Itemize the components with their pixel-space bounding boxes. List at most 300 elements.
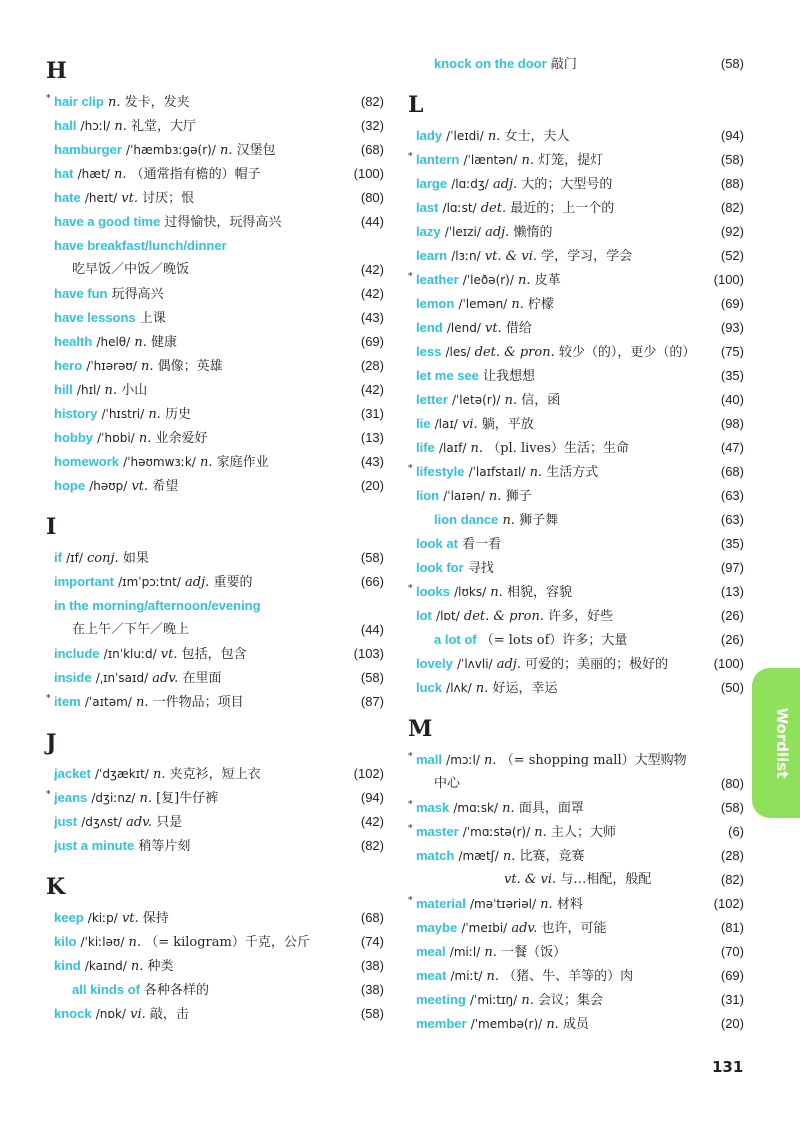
- entry-hero: [46, 354, 384, 378]
- entry-text: [54, 762, 340, 787]
- phonetic: /ˈmembə(r)/: [470, 1017, 543, 1031]
- phonetic: /ˈlaɪfstaɪl/: [468, 465, 526, 479]
- phonetic: /kiːp/: [87, 911, 118, 925]
- entry-text: [416, 556, 700, 581]
- entry-mask: [408, 796, 744, 820]
- entry-text: [416, 436, 700, 461]
- page-reference: (82): [360, 94, 384, 109]
- definition: 成员: [562, 1017, 589, 1032]
- entry-luck: [408, 676, 744, 700]
- headword: kind: [54, 958, 81, 973]
- phonetic: /ɪmˈpɔːtnt/: [118, 575, 181, 589]
- definition: 相貌，容貌: [506, 585, 572, 600]
- entry-lifestyle: [408, 460, 744, 484]
- page-reference: (92): [720, 224, 744, 239]
- part-of-speech: n.: [502, 801, 515, 816]
- part-of-speech: adj.: [496, 657, 521, 672]
- new-word-mark: *: [408, 272, 413, 282]
- entry-text: [416, 244, 700, 269]
- entry-kilo: [46, 930, 384, 954]
- headword: hope: [54, 478, 86, 493]
- entry-text: [416, 580, 700, 605]
- definition: 寻找: [467, 561, 494, 576]
- page-reference: (68): [360, 910, 384, 925]
- part-of-speech: n.: [488, 489, 502, 504]
- section-letter-h: H: [46, 58, 67, 84]
- phonetic: /nɒk/: [95, 1007, 126, 1021]
- entry-meat: [408, 964, 744, 988]
- entry-text: [416, 1012, 700, 1037]
- headword: lion dance: [434, 512, 499, 527]
- page-reference: (58): [360, 1006, 384, 1021]
- part-of-speech: n.: [114, 119, 127, 134]
- entry-text: [416, 340, 700, 365]
- entry-text: [54, 930, 340, 955]
- headword: lie: [416, 416, 431, 431]
- entry-match: [408, 844, 744, 868]
- page-reference: (68): [720, 464, 744, 479]
- entry-text: [54, 426, 340, 451]
- entry-lion: [408, 484, 744, 508]
- entry-jeans: [46, 786, 384, 810]
- entry-text: [416, 532, 700, 557]
- headword: lazy: [416, 224, 441, 239]
- part-of-speech: n.: [148, 407, 161, 422]
- page-reference: (58): [720, 56, 744, 71]
- entry-text: [416, 604, 700, 629]
- entry-hair-clip: [46, 90, 384, 114]
- entry-item: [46, 690, 384, 714]
- phonetic: /məˈtɪəriəl/: [470, 897, 537, 911]
- page-reference: (31): [360, 406, 384, 421]
- page-reference: (66): [360, 574, 384, 589]
- headword: looks: [416, 584, 450, 599]
- entry-text: [54, 474, 340, 499]
- phonetic: /ˈleɪzi/: [444, 225, 481, 239]
- definition: 学，学习，学会: [541, 249, 633, 264]
- part-of-speech: n.: [138, 431, 152, 446]
- headword: keep: [54, 910, 84, 925]
- entry-health: [46, 330, 384, 354]
- definition: （= lots of）许多；大量: [480, 633, 628, 648]
- definition: 与…相配，般配: [560, 872, 652, 887]
- phonetic: /lend/: [446, 321, 481, 335]
- headword: hat: [54, 166, 74, 181]
- entry-include: [46, 642, 384, 666]
- headword: knock: [54, 1006, 92, 1021]
- page-reference: (42): [360, 814, 384, 829]
- definition: 业余爱好: [155, 431, 208, 446]
- definition: 只是: [156, 815, 183, 830]
- entry-master: [408, 820, 744, 844]
- entry-history: [46, 402, 384, 426]
- page-reference: (58): [360, 550, 384, 565]
- page-reference: (50): [720, 680, 744, 695]
- part-of-speech: n.: [470, 441, 484, 456]
- phonetic: /mɔːl/: [446, 753, 480, 767]
- page-reference: (94): [360, 790, 384, 805]
- part-of-speech: n.: [504, 393, 518, 408]
- definition: 躺，平放: [481, 417, 534, 432]
- entry-lemon: [408, 292, 744, 316]
- section-letter-m: M: [408, 716, 433, 742]
- entry-text: [416, 124, 700, 149]
- definition: 生活方式: [546, 465, 599, 480]
- entry-hate: [46, 186, 384, 210]
- entry-text: [416, 652, 700, 677]
- page-number: 131: [712, 1058, 744, 1076]
- part-of-speech: vt.: [160, 647, 178, 662]
- entry-entry: [408, 772, 744, 796]
- part-of-speech: n.: [199, 455, 213, 470]
- entry-a-lot-of: [408, 628, 744, 652]
- entry-letter: [408, 388, 744, 412]
- entry-have-a-good-time: [46, 210, 384, 234]
- entry-text: [416, 292, 700, 317]
- page-reference: (47): [720, 440, 744, 455]
- headword: in the morning/afternoon/evening: [54, 598, 261, 613]
- definition: 柠檬: [528, 297, 555, 312]
- headword: master: [416, 824, 459, 839]
- entry-last: [408, 196, 744, 220]
- entry-have-fun: [46, 282, 384, 306]
- entry-text: [416, 676, 700, 701]
- definition: （= shopping mall）大型购物: [500, 753, 687, 768]
- page-reference: (69): [360, 334, 384, 349]
- definition: 保持: [142, 911, 169, 926]
- definition: 健康: [150, 335, 177, 350]
- entry-lie: [408, 412, 744, 436]
- part-of-speech: vt.: [121, 911, 139, 926]
- page-reference: (38): [360, 958, 384, 973]
- page-reference: (44): [360, 622, 384, 637]
- phonetic: /mætʃ/: [458, 849, 499, 863]
- definition: 小山: [121, 383, 148, 398]
- definition: 比赛，竞赛: [519, 849, 585, 864]
- page-reference: (38): [360, 982, 384, 997]
- headword: less: [416, 344, 442, 359]
- entry-homework: [46, 450, 384, 474]
- entry-have-lessons: [46, 306, 384, 330]
- phonetic: /ˈhəʊmwɜːk/: [123, 455, 196, 469]
- entry-life: [408, 436, 744, 460]
- part-of-speech: n.: [502, 513, 515, 528]
- phonetic: /lɜːn/: [451, 249, 481, 263]
- page-reference: (6): [728, 824, 744, 839]
- phonetic: /ˈkiːləʊ/: [80, 935, 125, 949]
- entry-text: [54, 138, 340, 163]
- entry-text: [54, 90, 340, 115]
- entry-text: [416, 988, 700, 1013]
- entry-text: [416, 484, 700, 509]
- definition: 在上午／下午／晚上: [72, 622, 190, 637]
- definition: 也许，可能: [541, 921, 607, 936]
- entry-hat: [46, 162, 384, 186]
- headword: lifestyle: [416, 464, 465, 479]
- definition: 让我想想: [483, 369, 536, 384]
- page-reference: (13): [720, 584, 744, 599]
- headword: leather: [416, 272, 459, 287]
- definition: （通常指有檐的）帽子: [130, 167, 261, 182]
- definition: 历史: [164, 407, 191, 422]
- page-reference: (98): [720, 416, 744, 431]
- phonetic: /miːl/: [449, 945, 481, 959]
- entry-important: [46, 570, 384, 594]
- part-of-speech: vt. & vi.: [504, 872, 557, 887]
- entry-text: [416, 52, 700, 77]
- definition: 吃早饭／中饭／晚饭: [72, 262, 190, 277]
- definition: 发卡，发夹: [124, 95, 190, 110]
- headword: homework: [54, 454, 120, 469]
- part-of-speech: n.: [540, 897, 553, 912]
- definition: 各种各样的: [144, 983, 210, 998]
- page-reference: (44): [360, 214, 384, 229]
- headword: inside: [54, 670, 92, 685]
- new-word-mark: *: [408, 464, 413, 474]
- phonetic: /ɪnˈkluːd/: [103, 647, 157, 661]
- headword: hill: [54, 382, 73, 397]
- definition: 礼堂，大厅: [131, 119, 197, 134]
- page-reference: (35): [720, 368, 744, 383]
- entry-text: [54, 354, 340, 379]
- headword: mall: [416, 752, 443, 767]
- part-of-speech: n.: [141, 359, 154, 374]
- entry-entry: [46, 618, 384, 642]
- part-of-speech: n.: [484, 753, 497, 768]
- definition: 灯笼，提灯: [538, 153, 604, 168]
- entry-text: [416, 772, 700, 796]
- page-reference: (80): [720, 776, 744, 791]
- page-reference: (58): [720, 800, 744, 815]
- part-of-speech: vt.: [121, 191, 138, 206]
- new-word-mark: *: [408, 584, 413, 594]
- part-of-speech: n.: [529, 465, 543, 480]
- definition: （猪、牛、羊等的）肉: [503, 969, 634, 984]
- new-word-mark: *: [408, 752, 413, 762]
- part-of-speech: n.: [128, 935, 142, 950]
- definition: 讨厌；恨: [142, 191, 195, 206]
- definition: 偶像；英雄: [157, 359, 223, 374]
- entry-lion-dance: [408, 508, 744, 532]
- entry-text: [54, 570, 340, 595]
- entry-text: [54, 810, 340, 835]
- page-reference: (82): [720, 872, 744, 887]
- phonetic: /lʌk/: [446, 681, 472, 695]
- definition: 皮革: [534, 273, 561, 288]
- phonetic: /ɪf/: [66, 551, 83, 565]
- definition: 一件物品；项目: [152, 695, 244, 710]
- part-of-speech: n.: [104, 383, 118, 398]
- definition: 希望: [152, 479, 179, 494]
- entry-knock-on-the-door: [408, 52, 744, 76]
- definition: 最近的；上一个的: [510, 201, 615, 216]
- entry-text: [54, 114, 340, 139]
- entry-keep: [46, 906, 384, 930]
- page-reference: (100): [713, 272, 744, 287]
- definition: 敲，击: [149, 1007, 189, 1022]
- part-of-speech: n.: [153, 767, 166, 782]
- entry-text: [54, 618, 340, 642]
- headword: look for: [416, 560, 464, 575]
- phonetic: /helθ/: [96, 335, 131, 349]
- part-of-speech: vt.: [131, 479, 149, 494]
- entry-jacket: [46, 762, 384, 786]
- entry-let-me-see: [408, 364, 744, 388]
- phonetic: /ˈdʒækɪt/: [95, 767, 149, 781]
- entry-hamburger: [46, 138, 384, 162]
- headword: meal: [416, 944, 446, 959]
- phonetic: /ˈhɪərəʊ/: [86, 359, 137, 373]
- page-reference: (43): [360, 454, 384, 469]
- definition: 中心: [434, 776, 461, 791]
- new-word-mark: *: [408, 800, 413, 810]
- entry-if: [46, 546, 384, 570]
- phonetic: /ˈleɪdi/: [446, 129, 484, 143]
- section-letter-k: K: [46, 874, 66, 900]
- new-word-mark: *: [46, 790, 51, 800]
- entry-text: [54, 306, 340, 331]
- entry-text: [416, 964, 700, 989]
- part-of-speech: det. & pron.: [463, 609, 544, 624]
- entry-text: [54, 978, 340, 1003]
- headword: last: [416, 200, 439, 215]
- entry-text: [54, 450, 340, 475]
- phonetic: /kaɪnd/: [84, 959, 127, 973]
- part-of-speech: n.: [475, 681, 489, 696]
- part-of-speech: n.: [134, 335, 147, 350]
- page-reference: (20): [360, 478, 384, 493]
- new-word-mark: *: [408, 896, 413, 906]
- definition: 稍等片刻: [138, 839, 191, 854]
- entry-leather: [408, 268, 744, 292]
- entry-text: [416, 940, 700, 965]
- entry-look-at: [408, 532, 744, 556]
- part-of-speech: adj.: [485, 225, 510, 240]
- headword: hamburger: [54, 142, 122, 157]
- headword: hall: [54, 118, 77, 133]
- entry-inside: [46, 666, 384, 690]
- definition: 夹克衫，短上衣: [169, 767, 261, 782]
- entry-hobby: [46, 426, 384, 450]
- page-reference: (63): [720, 512, 744, 527]
- entry-text: [416, 460, 700, 485]
- headword: lantern: [416, 152, 460, 167]
- phonetic: /heɪt/: [84, 191, 118, 205]
- page-reference: (81): [720, 920, 744, 935]
- headword: all kinds of: [72, 982, 140, 997]
- definition: 材料: [556, 897, 583, 912]
- entry-text: [54, 186, 340, 211]
- part-of-speech: adv.: [511, 921, 538, 936]
- entry-less: [408, 340, 744, 364]
- new-word-mark: *: [408, 824, 413, 834]
- entry-text: [54, 834, 340, 859]
- page-reference: (102): [353, 766, 384, 781]
- phonetic: /ˈaɪtəm/: [84, 695, 132, 709]
- entry-text: [54, 258, 340, 282]
- entry-text: [54, 162, 340, 187]
- page-reference: (102): [713, 896, 744, 911]
- entry-mall: [408, 748, 744, 772]
- entry-text: [416, 892, 700, 917]
- entry-text: [416, 196, 700, 221]
- entry-lot: [408, 604, 744, 628]
- phonetic: /ˈmɑːstə(r)/: [462, 825, 531, 839]
- phonetic: /ˈlæntən/: [463, 153, 518, 167]
- entry-text: [54, 282, 340, 307]
- page-reference: (100): [353, 166, 384, 181]
- page-reference: (35): [720, 536, 744, 551]
- headword: lemon: [416, 296, 455, 311]
- entry-lend: [408, 316, 744, 340]
- headword: health: [54, 334, 93, 349]
- phonetic: /ˈhɪstri/: [101, 407, 145, 421]
- headword: history: [54, 406, 98, 421]
- entry-large: [408, 172, 744, 196]
- phonetic: /lɑːdʒ/: [451, 177, 489, 191]
- new-word-mark: *: [408, 152, 413, 162]
- page-reference: (42): [360, 286, 384, 301]
- new-word-mark: *: [46, 94, 51, 104]
- section-letter-l: L: [408, 92, 424, 118]
- entry-text: [416, 868, 700, 892]
- part-of-speech: n.: [113, 167, 127, 182]
- entry-text: [416, 364, 700, 389]
- definition: 玩得高兴: [111, 287, 164, 302]
- part-of-speech: n.: [546, 1017, 559, 1032]
- part-of-speech: det.: [480, 201, 507, 216]
- headword: knock on the door: [434, 56, 547, 71]
- part-of-speech: n.: [108, 95, 121, 110]
- page-reference: (69): [720, 968, 744, 983]
- entry-just-a-minute: [46, 834, 384, 858]
- headword: just a minute: [54, 838, 135, 853]
- entry-text: [416, 628, 700, 653]
- entry-look-for: [408, 556, 744, 580]
- page-reference: (13): [360, 430, 384, 445]
- headword: just: [54, 814, 78, 829]
- entry-text: [416, 916, 700, 941]
- definition: 重要的: [213, 575, 253, 590]
- definition: 信，函: [521, 393, 561, 408]
- definition: 可爱的；美丽的；极好的: [525, 657, 669, 672]
- phonetic: /ˈlaɪən/: [443, 489, 485, 503]
- entry-in-the-morning-afternoon-evening: [46, 594, 384, 618]
- phonetic: /ˈmeɪbi/: [461, 921, 508, 935]
- entry-text: [54, 642, 340, 667]
- part-of-speech: adv.: [152, 671, 179, 686]
- entry-text: [54, 906, 340, 931]
- part-of-speech: n.: [486, 969, 500, 984]
- headword: life: [416, 440, 435, 455]
- part-of-speech: conj.: [87, 551, 119, 566]
- headword: lovely: [416, 656, 453, 671]
- page-reference: (68): [360, 142, 384, 157]
- entry-text: [416, 820, 700, 845]
- phonetic: /les/: [445, 345, 471, 359]
- headword: lady: [416, 128, 443, 143]
- part-of-speech: adv.: [126, 815, 153, 830]
- entry-text: [54, 690, 340, 715]
- part-of-speech: n.: [502, 849, 516, 864]
- headword: have breakfast/lunch/dinner: [54, 238, 227, 253]
- part-of-speech: n.: [139, 791, 152, 806]
- headword: meeting: [416, 992, 466, 1007]
- definition: 面具，面罩: [518, 801, 584, 816]
- headword: lot: [416, 608, 432, 623]
- entry-kind: [46, 954, 384, 978]
- phonetic: /laɪf/: [438, 441, 467, 455]
